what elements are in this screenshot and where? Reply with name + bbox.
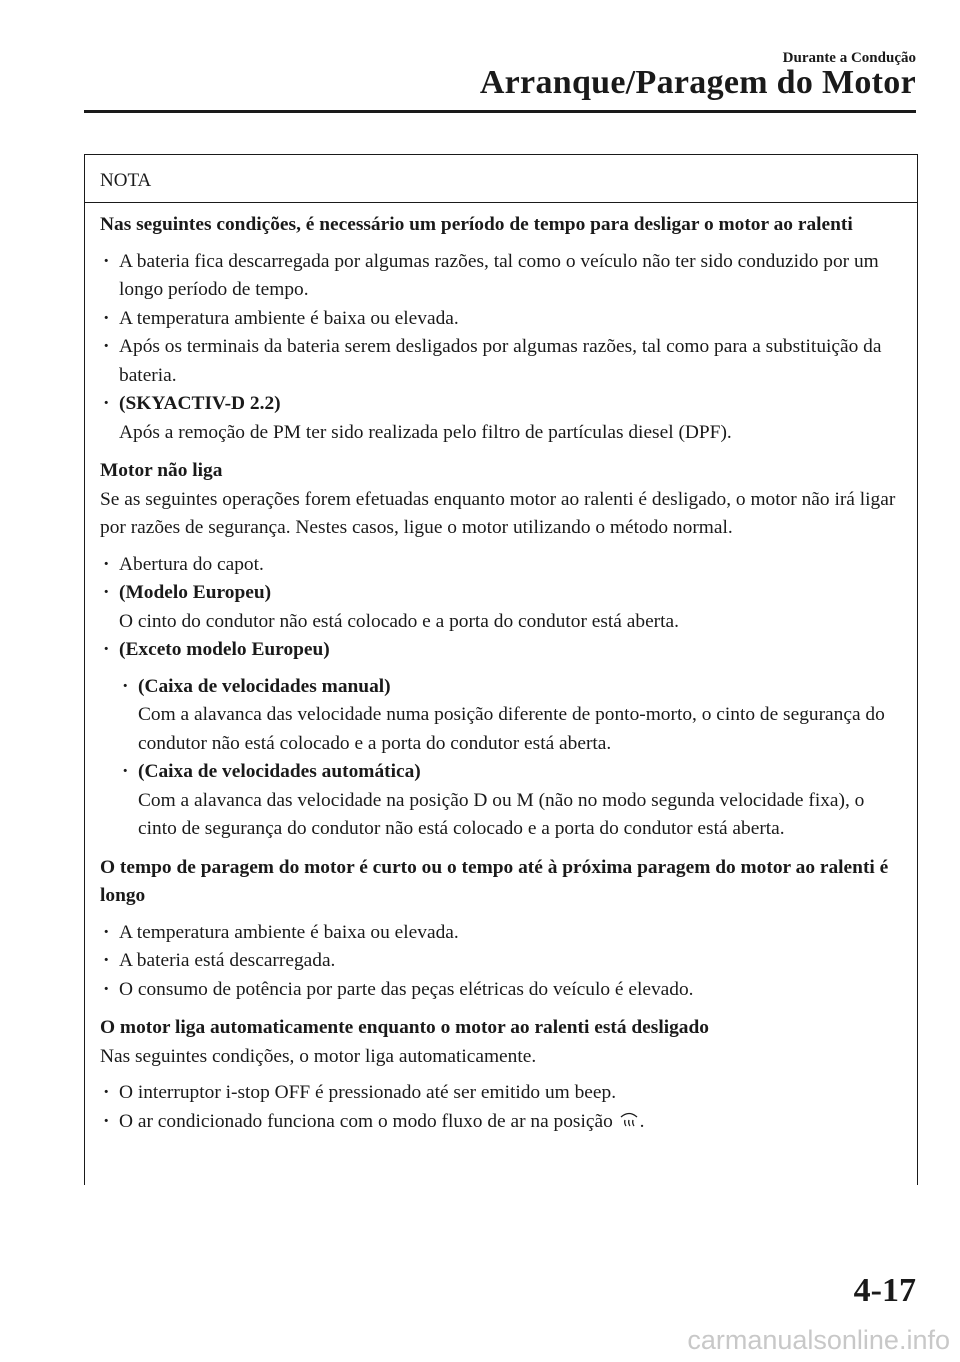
page-number: 4-17 [853, 1272, 916, 1309]
list-item [100, 390, 901, 447]
item-text: Após os terminais da bateria serem desligados por algumas razões, tal como para a substituição da bateria. [119, 336, 882, 386]
item-label: · (Exceto modelo Europeu) [119, 639, 330, 660]
list-item [100, 333, 901, 390]
item-suffix: . [639, 1110, 645, 1132]
section-heading: Nas seguintes condições, é necessário um período de tempo para desligar o motor ao ralenti [100, 214, 853, 235]
list-item [100, 636, 901, 844]
item-text: Com a alavanca das velocidade numa posição diferente de ponto-morto, o cinto de segurança do condutor não está colocado e a porta do condutor está aberta. [138, 704, 885, 754]
section-heading: O tempo de paragem do motor é curto ou o tempo até à próxima paragem do motor ao ralenti é longo [100, 856, 889, 906]
list-item [100, 248, 901, 305]
item-text: Com a alavanca das velocidade na posição D ou M (não no modo segunda velocidade fixa), o cinto de segurança do condutor não está colocado e a porta do condutor está aberta. [138, 789, 865, 839]
list-item [100, 919, 901, 948]
item-text: O interruptor i-stop OFF é pressionado até ser emitido um beep. [119, 1082, 617, 1103]
section-paragraph: Se as seguintes operações forem efetuadas enquanto motor ao ralenti é desligado, o motor não irá ligar por razões de segurança. Nestes casos, ligue o motor utilizando o método normal. [100, 488, 896, 538]
item-text: Abertura do capot. [119, 553, 264, 575]
list-item [100, 1108, 901, 1139]
item-text: O ar condicionado funciona com o modo fluxo de ar na posição [119, 1110, 613, 1132]
running-section-title: Durante a Condução [782, 50, 916, 66]
item-text: A temperatura ambiente é baixa ou elevada. [119, 921, 459, 943]
sub-list-item [119, 673, 901, 759]
windshield-defrost-icon [619, 1109, 639, 1139]
bullet-list [100, 551, 901, 844]
note-title: NOTA [85, 155, 917, 203]
item-text: A temperatura ambiente é baixa ou elevada. [119, 307, 459, 329]
item-text: A bateria fica descarregada por algumas razões, tal como o veículo não ter sido conduzido por um longo período de tempo. [119, 250, 879, 300]
note-body [85, 203, 917, 1138]
list-item [100, 305, 901, 334]
note-section [100, 1014, 901, 1138]
note-box [84, 154, 918, 1185]
section-heading: Motor não liga [100, 460, 223, 481]
sub-bullet-list [119, 673, 901, 844]
list-item [100, 1079, 901, 1108]
note-section [100, 211, 901, 447]
sub-list-item [119, 758, 901, 844]
section-heading: O motor liga automaticamente enquanto o motor ao ralenti está desligado [100, 1017, 709, 1038]
list-item [100, 579, 901, 636]
item-text: Após a remoção de PM ter sido realizada pelo filtro de partículas diesel (DPF). [119, 421, 732, 443]
note-section [100, 457, 901, 844]
watermark: carmanualsonline.info [687, 1325, 950, 1355]
chapter-title: Arranque/Paragem do Motor [479, 64, 916, 101]
item-label: · (Modelo Europeu) [119, 582, 272, 603]
list-item [100, 976, 901, 1005]
bullet-list [100, 1079, 901, 1138]
item-label: · (Caixa de velocidades automática) [138, 761, 421, 782]
list-item [100, 947, 901, 976]
item-text: O cinto do condutor não está colocado e a porta do condutor está aberta. [119, 610, 679, 632]
note-section [100, 854, 901, 1005]
bullet-list [100, 919, 901, 1005]
item-text: O consumo de potência por parte das peças elétricas do veículo é elevado. [119, 978, 694, 1000]
item-label: · (SKYACTIV-D 2.2) [119, 393, 281, 414]
header-divider [84, 110, 916, 113]
bullet-list [100, 248, 901, 448]
item-text: A bateria está descarregada. [119, 950, 336, 971]
item-label: · (Caixa de velocidades manual) [138, 675, 391, 697]
list-item [100, 551, 901, 580]
section-paragraph: Nas seguintes condições, o motor liga automaticamente. [100, 1045, 537, 1067]
